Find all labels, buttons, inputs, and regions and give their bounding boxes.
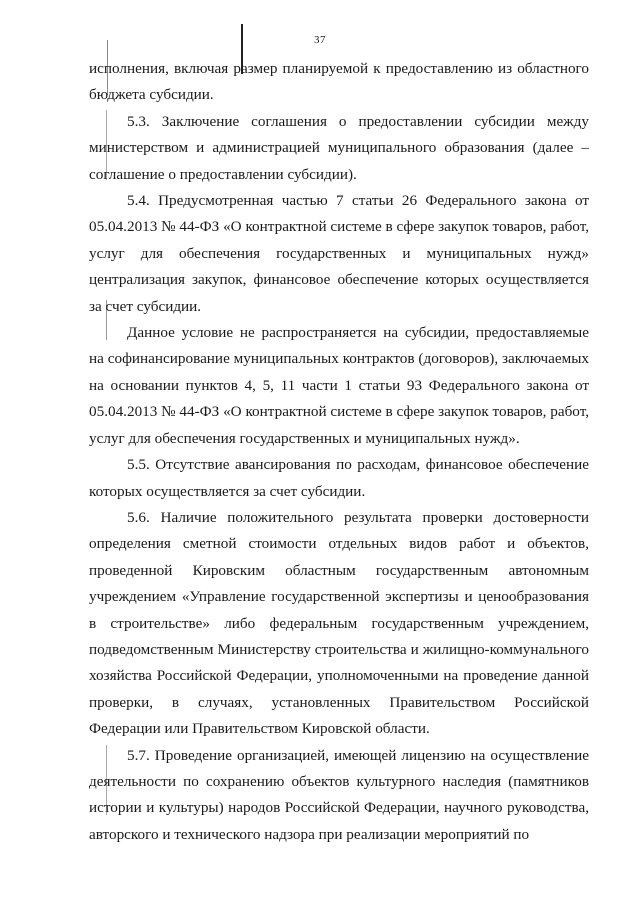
paragraph-5-7: 5.7. Проведение организацией, имеющей лицензию на осуществление деятельности по сохранению объектов культурного наследия (памятников истории и культуры) народов Российской Федерации, научного руководства, авторского и технического надзора при реализации мероприятий по bbox=[89, 746, 589, 843]
paragraph-5-6: 5.6. Наличие положительного результата проверки достоверности определения сметной стоимости отдельных видов работ и объектов, проведенной Кировским областным государственным автономным учреждением «Управление государственной экспертизы и ценообразования в строительстве» либо федеральным государственным учреждением, подведомственным Министерству строительства и жилищно-коммунального хозяйства Российской Федерации, уполномоченными на проведение данной проверки, в случаях, установленных Правительством Российской Федерации или Правительством Кировской области. bbox=[89, 508, 589, 738]
paragraph-continuation: исполнения, включая размер планируемой к предоставлению из областного бюджета субсидии. bbox=[89, 60, 589, 104]
paragraph-5-4: 5.4. Предусмотренная частью 7 статьи 26 Федерального закона от 05.04.2013 № 44-ФЗ «О контрактной системе в сфере закупок товаров, работ, услуг для обеспечения государственных и муниципальных нужд» централизация закупок, финансовое обеспечение которых осуществляется за счет субсидии. bbox=[89, 192, 589, 315]
paragraph-5-3: 5.3. Заключение соглашения о предоставлении субсидии между министерством и администрацией муниципального образования (далее – соглашение о предоставлении субсидии). bbox=[89, 112, 589, 183]
paragraph-5-5: 5.5. Отсутствие авансирования по расходам, финансовое обеспечение которых осуществляется за счет субсидии. bbox=[89, 456, 589, 500]
paragraph-5-4-exception: Данное условие не распространяется на субсидии, предоставляемые на софинансирование муниципальных контрактов (договоров), заключаемых на основании пунктов 4, 5, 11 части 1 статьи 93 Федерального закона от 05.04.2013 № 44-ФЗ «О контрактной системе в сфере закупок товаров, работ, услуг для обеспечения государственных и муниципальных нужд». bbox=[89, 324, 589, 447]
page-number: 37 bbox=[314, 34, 326, 46]
document-body bbox=[89, 56, 589, 848]
